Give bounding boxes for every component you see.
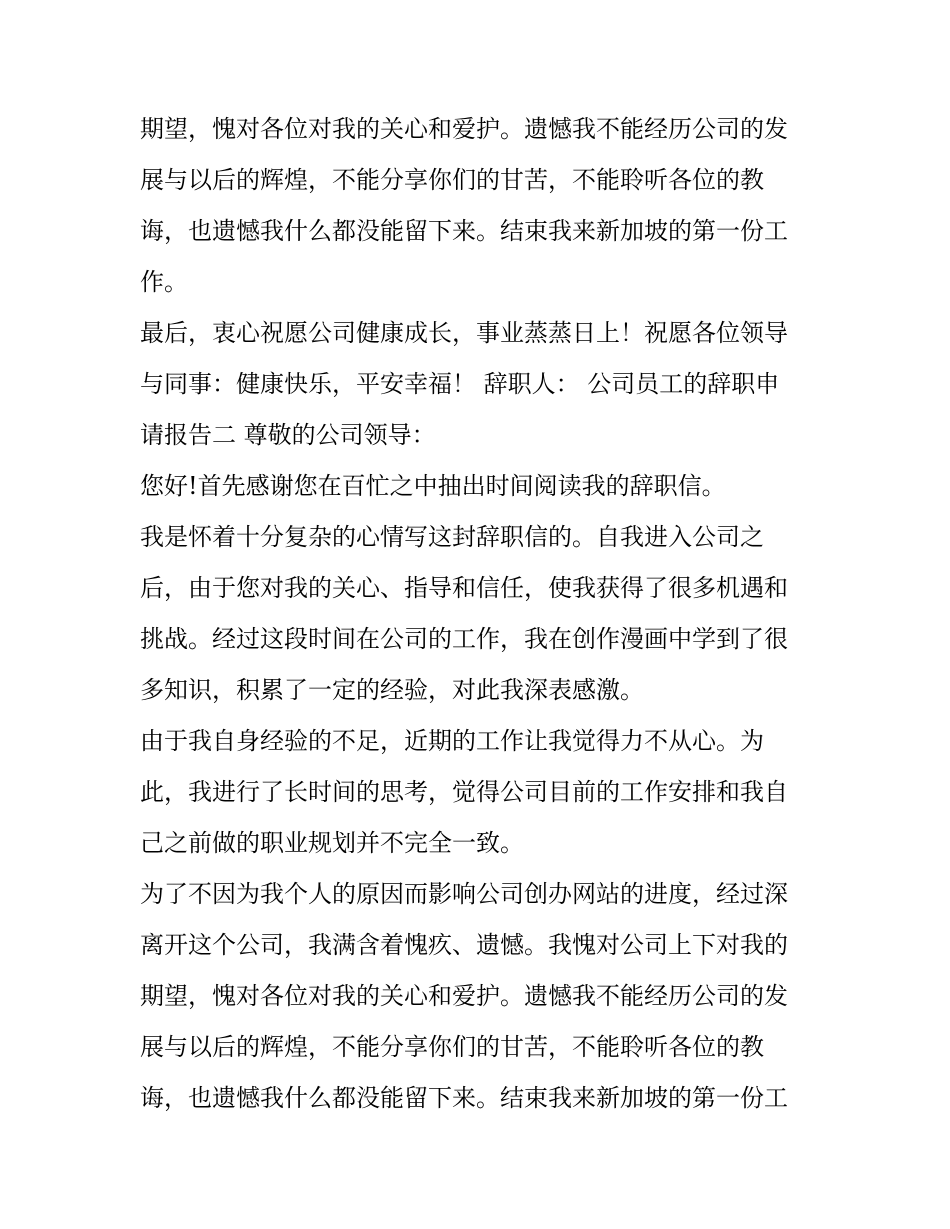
text-line: 期望，愧对各位对我的关心和爱护。遗憾我不能经历公司的发 (140, 115, 788, 143)
text-line: 最后，衷心祝愿公司健康成长，事业蒸蒸日上！祝愿各位领导 (140, 319, 788, 347)
text-line: 己之前做的职业规划并不完全一致。 (140, 829, 524, 857)
text-line: 我是怀着十分复杂的心情写这封辞职信的。自我进入公司之 (140, 523, 764, 551)
text-line: 为了不因为我个人的原因而影响公司创办网站的进度，经过深 (140, 880, 788, 908)
text-line: 请报告二 尊敬的公司领导： (140, 421, 436, 449)
text-line: 挑战。经过这段时间在公司的工作，我在创作漫画中学到了很 (140, 625, 788, 653)
text-line: 此，我进行了长时间的思考，觉得公司目前的工作安排和我自 (140, 778, 788, 806)
text-line: 多知识，积累了一定的经验，对此我深表感激。 (140, 676, 644, 704)
text-line: 诲，也遗憾我什么都没能留下来。结束我来新加坡的第一份工 (140, 1084, 788, 1112)
text-line: 由于我自身经验的不足，近期的工作让我觉得力不从心。为 (140, 727, 764, 755)
text-line: 后，由于您对我的关心、指导和信任，使我获得了很多机遇和 (140, 574, 788, 602)
text-line: 您好!首先感谢您在百忙之中抽出时间阅读我的辞职信。 (140, 472, 726, 500)
text-line: 作。 (140, 268, 188, 296)
text-line: 期望，愧对各位对我的关心和爱护。遗憾我不能经历公司的发 (140, 982, 788, 1010)
text-line: 展与以后的辉煌，不能分享你们的甘苦，不能聆听各位的教 (140, 166, 764, 194)
text-line: 诲，也遗憾我什么都没能留下来。结束我来新加坡的第一份工 (140, 217, 788, 245)
text-line: 展与以后的辉煌，不能分享你们的甘苦，不能聆听各位的教 (140, 1033, 764, 1061)
text-line: 与同事：健康快乐，平安幸福！ 辞职人： 公司员工的辞职申 (140, 370, 780, 398)
text-line: 离开这个公司，我满含着愧疚、遗憾。我愧对公司上下对我的 (140, 931, 788, 959)
